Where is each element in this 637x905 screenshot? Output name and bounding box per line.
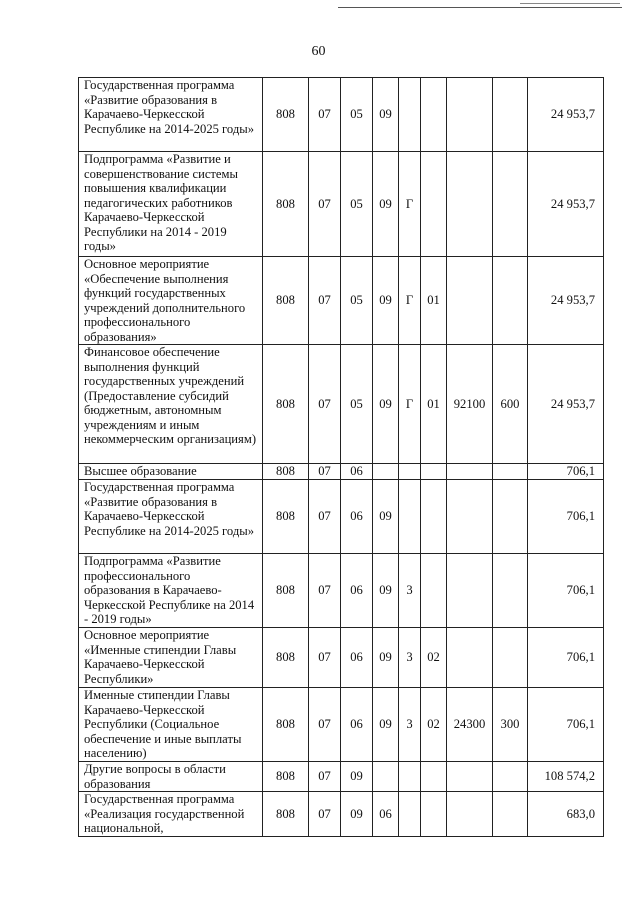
cell-section: 07 xyxy=(309,257,341,345)
cell-section: 07 xyxy=(309,628,341,688)
cell-admin-code: 808 xyxy=(263,554,309,628)
cell-amount: 24 953,7 xyxy=(528,345,604,464)
cell-direction xyxy=(447,762,493,792)
cell-event xyxy=(421,480,447,554)
cell-name: Государственная программа «Развитие образования в Карачаево-Черкесской Республике на 2014-2025 годы» xyxy=(79,78,263,152)
cell-program xyxy=(373,762,399,792)
cell-admin-code: 808 xyxy=(263,792,309,837)
cell-subsection: 06 xyxy=(341,480,373,554)
cell-expense-type: 300 xyxy=(493,688,528,762)
cell-expense-type xyxy=(493,257,528,345)
table-row xyxy=(79,345,604,464)
cell-direction xyxy=(447,480,493,554)
cell-direction xyxy=(447,464,493,480)
cell-subprogram: Г xyxy=(399,345,421,464)
table-row xyxy=(79,257,604,345)
cell-amount: 706,1 xyxy=(528,554,604,628)
cell-amount: 683,0 xyxy=(528,792,604,837)
cell-name: Основное мероприятие «Обеспечение выполнения функций государственных учреждений дополнительного профессионального образования» xyxy=(79,257,263,345)
cell-direction: 92100 xyxy=(447,345,493,464)
cell-amount: 706,1 xyxy=(528,464,604,480)
table-row xyxy=(79,78,604,152)
cell-event xyxy=(421,152,447,257)
table-row xyxy=(79,688,604,762)
cell-subsection: 06 xyxy=(341,688,373,762)
cell-subprogram xyxy=(399,464,421,480)
cell-section: 07 xyxy=(309,792,341,837)
cell-program: 09 xyxy=(373,78,399,152)
cell-name: Именные стипендии Главы Карачаево-Черкесской Республики (Социальное обеспечение и иные выплаты населению) xyxy=(79,688,263,762)
cell-name: Основное мероприятие «Именные стипендии Главы Карачаево-Черкесской Республики» xyxy=(79,628,263,688)
cell-direction xyxy=(447,792,493,837)
cell-direction xyxy=(447,257,493,345)
cell-amount: 108 574,2 xyxy=(528,762,604,792)
cell-admin-code: 808 xyxy=(263,688,309,762)
table-row xyxy=(79,152,604,257)
cell-name: Государственная программа «Развитие образования в Карачаево-Черкесской Республике на 2014-2025 годы» xyxy=(79,480,263,554)
page-number: 60 xyxy=(311,44,326,59)
cell-event xyxy=(421,554,447,628)
cell-admin-code: 808 xyxy=(263,152,309,257)
budget-table-body xyxy=(79,78,604,837)
cell-admin-code: 808 xyxy=(263,464,309,480)
cell-event xyxy=(421,762,447,792)
cell-subsection: 09 xyxy=(341,762,373,792)
cell-admin-code: 808 xyxy=(263,257,309,345)
cell-program xyxy=(373,464,399,480)
scan-top-line xyxy=(338,7,622,8)
cell-admin-code: 808 xyxy=(263,480,309,554)
cell-section: 07 xyxy=(309,464,341,480)
cell-direction xyxy=(447,152,493,257)
cell-expense-type xyxy=(493,152,528,257)
cell-section: 07 xyxy=(309,152,341,257)
cell-expense-type xyxy=(493,628,528,688)
cell-amount: 706,1 xyxy=(528,688,604,762)
cell-direction xyxy=(447,628,493,688)
cell-subprogram xyxy=(399,762,421,792)
cell-subsection: 06 xyxy=(341,628,373,688)
cell-direction xyxy=(447,554,493,628)
cell-admin-code: 808 xyxy=(263,78,309,152)
cell-section: 07 xyxy=(309,762,341,792)
cell-subsection: 06 xyxy=(341,554,373,628)
cell-direction xyxy=(447,78,493,152)
cell-direction: 24300 xyxy=(447,688,493,762)
cell-event xyxy=(421,792,447,837)
cell-expense-type xyxy=(493,762,528,792)
cell-admin-code: 808 xyxy=(263,762,309,792)
budget-table xyxy=(78,77,604,837)
table-row xyxy=(79,464,604,480)
cell-subprogram xyxy=(399,792,421,837)
cell-subprogram: 3 xyxy=(399,688,421,762)
cell-amount: 24 953,7 xyxy=(528,152,604,257)
cell-event: 01 xyxy=(421,257,447,345)
cell-subsection: 06 xyxy=(341,464,373,480)
cell-name: Другие вопросы в области образования xyxy=(79,762,263,792)
cell-name: Государственная программа «Реализация государственной национальной, xyxy=(79,792,263,837)
cell-amount: 706,1 xyxy=(528,480,604,554)
cell-subprogram xyxy=(399,78,421,152)
cell-expense-type xyxy=(493,78,528,152)
cell-expense-type xyxy=(493,554,528,628)
cell-section: 07 xyxy=(309,345,341,464)
cell-name: Подпрограмма «Развитие и совершенствование системы повышения квалификации педагогических работников Карачаево-Черкесской Республики на 2014 - 2019 годы» xyxy=(79,152,263,257)
scan-top-line-short xyxy=(520,3,620,4)
table-row xyxy=(79,554,604,628)
cell-program: 09 xyxy=(373,152,399,257)
cell-program: 09 xyxy=(373,554,399,628)
table-row xyxy=(79,762,604,792)
cell-subsection: 05 xyxy=(341,152,373,257)
cell-subprogram: Г xyxy=(399,152,421,257)
table-row xyxy=(79,628,604,688)
cell-expense-type xyxy=(493,792,528,837)
cell-amount: 706,1 xyxy=(528,628,604,688)
cell-event xyxy=(421,464,447,480)
cell-name: Подпрограмма «Развитие профессионального образования в Карачаево-Черкесской Республике на 2014 - 2019 годы» xyxy=(79,554,263,628)
cell-amount: 24 953,7 xyxy=(528,257,604,345)
cell-event: 01 xyxy=(421,345,447,464)
cell-admin-code: 808 xyxy=(263,628,309,688)
cell-expense-type xyxy=(493,480,528,554)
cell-name: Высшее образование xyxy=(79,464,263,480)
cell-subprogram xyxy=(399,480,421,554)
cell-program: 09 xyxy=(373,257,399,345)
cell-program: 09 xyxy=(373,628,399,688)
cell-program: 09 xyxy=(373,480,399,554)
cell-section: 07 xyxy=(309,480,341,554)
cell-subsection: 05 xyxy=(341,345,373,464)
table-row xyxy=(79,480,604,554)
cell-program: 09 xyxy=(373,345,399,464)
cell-subsection: 09 xyxy=(341,792,373,837)
cell-subprogram: Г xyxy=(399,257,421,345)
cell-subsection: 05 xyxy=(341,78,373,152)
cell-subprogram: 3 xyxy=(399,554,421,628)
cell-section: 07 xyxy=(309,554,341,628)
cell-subsection: 05 xyxy=(341,257,373,345)
cell-subprogram: 3 xyxy=(399,628,421,688)
cell-amount: 24 953,7 xyxy=(528,78,604,152)
cell-event: 02 xyxy=(421,688,447,762)
cell-admin-code: 808 xyxy=(263,345,309,464)
cell-event: 02 xyxy=(421,628,447,688)
cell-section: 07 xyxy=(309,78,341,152)
cell-expense-type: 600 xyxy=(493,345,528,464)
cell-program: 06 xyxy=(373,792,399,837)
cell-expense-type xyxy=(493,464,528,480)
cell-event xyxy=(421,78,447,152)
cell-section: 07 xyxy=(309,688,341,762)
cell-name: Финансовое обеспечение выполнения функций государственных учреждений (Предоставление субсидий бюджетным, автономным учреждениям и иным некоммерческим организациям) xyxy=(79,345,263,464)
table-row xyxy=(79,792,604,837)
cell-program: 09 xyxy=(373,688,399,762)
